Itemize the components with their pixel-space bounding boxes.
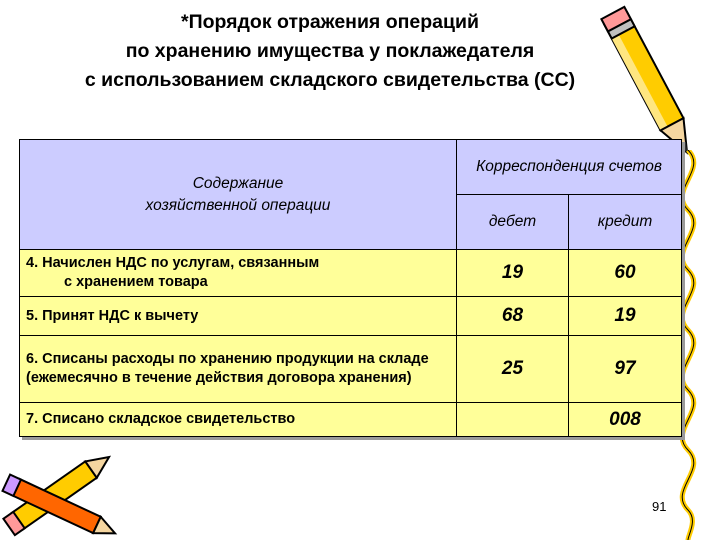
table-row bbox=[20, 297, 682, 336]
page-number: 91 bbox=[652, 499, 667, 514]
slide-title bbox=[0, 8, 660, 95]
credit-value: 97 bbox=[569, 336, 682, 403]
debit-header: дебет bbox=[457, 195, 569, 250]
debit-value: 25 bbox=[457, 336, 569, 403]
operation-text bbox=[20, 250, 457, 297]
operation-text-line-1: 4. Начислен НДС по услугам, связанным bbox=[26, 255, 320, 271]
operations-table bbox=[19, 139, 682, 437]
title-line-2: по хранению имущества у поклажедателя bbox=[125, 40, 535, 62]
debit-value: 19 bbox=[457, 250, 569, 297]
debit-value: 68 bbox=[457, 297, 569, 336]
pencils-icon bbox=[0, 440, 135, 540]
content-header-line-2: хозяйственной операции bbox=[145, 196, 331, 214]
operation-text-line-2: с хранением товара bbox=[64, 274, 208, 290]
credit-header: кредит bbox=[569, 195, 682, 250]
content-header-line-1: Содержание bbox=[192, 174, 284, 192]
credit-value: 008 bbox=[569, 403, 682, 437]
correspondence-header: Корреспонденция счетов bbox=[457, 140, 682, 195]
table-row bbox=[20, 336, 682, 403]
title-line-3: с использованием складского свидетельства (СС) bbox=[84, 69, 576, 91]
credit-value: 19 bbox=[569, 297, 682, 336]
credit-value: 60 bbox=[569, 250, 682, 297]
title-line-1: *Порядок отражения операций bbox=[181, 11, 479, 33]
operation-text: 5. Принят НДС к вычету bbox=[20, 297, 457, 336]
operation-text: 7. Списано складское свидетельство bbox=[20, 403, 457, 437]
content-header bbox=[20, 140, 457, 250]
table-row bbox=[20, 250, 682, 297]
operation-text: 6. Списаны расходы по хранению продукции на складе (ежемесячно в течение действия договора хранения) bbox=[20, 336, 457, 403]
table-row bbox=[20, 403, 682, 437]
debit-value bbox=[457, 403, 569, 437]
